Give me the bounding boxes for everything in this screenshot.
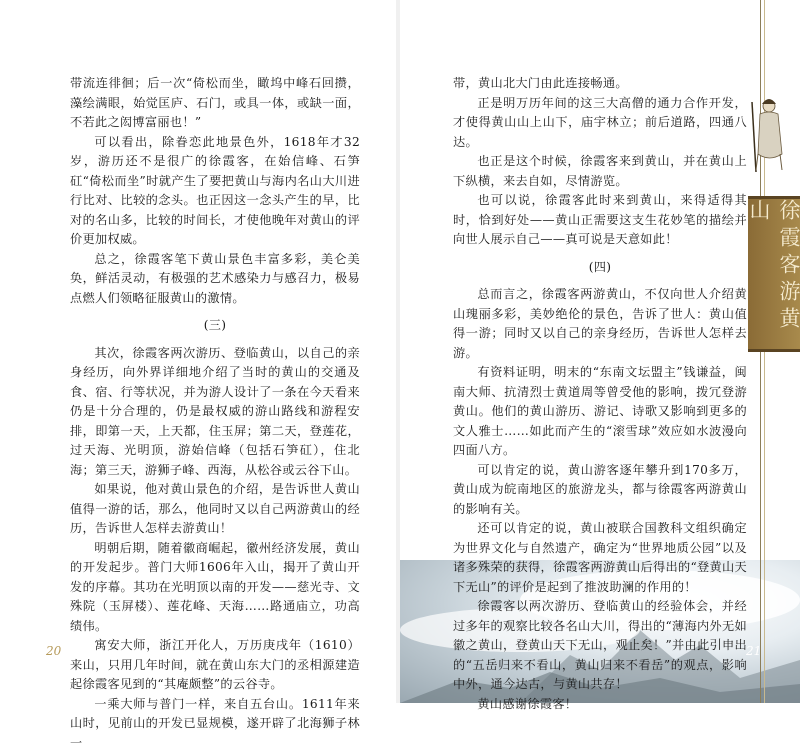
paragraph: 可以看出，除眷恋此地景色外，1618年才32岁，游历还不是很广的徐霞客，在始信峰、石笋矼“倚松而坐”时就产生了要把黄山与海内名山大川进行比对、比较的念头。也正因这一念头产生的早，比对的名山多，比较的时间长，才使他晚年对黄山的评价更加权威。 xyxy=(70,133,360,250)
page-number: 20 xyxy=(46,644,61,658)
paragraph: 黄山感谢徐霞客！ xyxy=(453,695,747,715)
traveler-figure-icon xyxy=(742,92,792,174)
right-page xyxy=(400,0,800,703)
paragraph: 正是明万历年间的这三大高僧的通力合作开发，才使得黄山山上山下，庙宇林立；前后道路，四通八达。 xyxy=(453,94,747,153)
paragraph: 寓安大师，浙江开化人，万历庚戌年（1610）来山，只用几年时间，就在黄山东大门的丞相源建造起徐霞客见到的“其庵颇整”的云谷寺。 xyxy=(70,636,360,695)
page-number: 21 xyxy=(746,644,761,658)
left-text-column xyxy=(70,74,360,753)
paragraph: 带流连徘徊；后一次“倚松而坐，瞰坞中峰石回攒，藻绘满眼，始觉匡庐、石门，或具一体，或缺一面，不若此之闳博富丽也！” xyxy=(70,74,360,133)
vertical-book-title: 徐霞客游黄山 xyxy=(744,199,804,349)
paragraph: 有资料证明，明末的“东南文坛盟主”钱谦益，闽南大师、抗清烈士黄道周等曾受他的影响，拨冗登游黄山。他们的黄山游历、游记、诗歌又影响到更多的文人雅士……如此而产生的“滚雪球”效应如水波漫向四面八方。 xyxy=(453,363,747,461)
title-band xyxy=(748,196,800,352)
paragraph: 总之，徐霞客笔下黄山景色丰富多彩，美仑美奂，鲜活灵动，有极强的艺术感染力与感召力，极易点燃人们领略征服黄山的激情。 xyxy=(70,250,360,309)
paragraph: 如果说，他对黄山景色的介绍，是告诉世人黄山值得一游的话，那么，他同时又以自己两游黄山的经历，告诉世人怎样去游黄山！ xyxy=(70,480,360,539)
section-heading: (三) xyxy=(70,316,360,336)
paragraph: 明朝后期，随着徽商崛起，徽州经济发展，黄山的开发起步。普门大师1606年入山，揭开了黄山开发的序幕。其功在光明顶以南的开发——慈光寺、文殊院（玉屏楼）、莲花峰、天海……路通庙立，功高绩伟。 xyxy=(70,539,360,637)
section-heading: (四) xyxy=(453,258,747,278)
paragraph: 带，黄山北大门由此连接畅通。 xyxy=(453,74,747,94)
paragraph: 总而言之，徐霞客两游黄山，不仅向世人介绍黄山瑰丽多彩，美妙绝伦的景色，告诉了世人：黄山值得一游；同时又以自己的亲身经历，告诉世人怎样去游。 xyxy=(453,285,747,363)
paragraph: 还可以肯定的说，黄山被联合国教科文组织确定为世界文化与自然遗产，确定为“世界地质公园”以及诸多殊荣的获得，徐霞客两游黄山后得出的“登黄山天下无山”的评价是起到了推波助澜的作用的！ xyxy=(453,519,747,597)
paragraph: 也正是这个时候，徐霞客来到黄山，并在黄山上下纵横，来去自如，尽情游览。 xyxy=(453,152,747,191)
paragraph: 也可以说，徐霞客此时来到黄山，来得适得其时，恰到好处——黄山正需要这支生花妙笔的描绘并向世人展示自己——真可说是天意如此！ xyxy=(453,191,747,250)
paragraph: 其次，徐霞客两次游历、登临黄山，以自己的亲身经历，向外界详细地介绍了当时的黄山的交通及食、宿、行等状况，并为游人设计了一条在今天看来仍是十分合理的，仍是最权威的游山路线和游程安排，即第一天，上天都，住玉屏；第二天，登莲花，过天海、光明顶，游始信峰（包括石笋矼），住北海；第三天，游狮子峰、西海，从松谷或云谷下山。 xyxy=(70,344,360,481)
right-text-column xyxy=(453,74,747,714)
paragraph: 一乘大师与普门一样，来自五台山。1611年来山时，见前山的开发已显规模，遂开辟了北海狮子林一 xyxy=(70,695,360,753)
paragraph: 徐霞客以两次游历、登临黄山的经验体会，并经过多年的观察比较各名山大川，得出的“薄海内外无如徽之黄山，登黄山天下无山，观止矣！”并由此引申出的“五岳归来不看山，黄山归来不看岳”的观点，影响中外，通今达古，与黄山共存！ xyxy=(453,597,747,695)
paragraph: 可以肯定的说，黄山游客逐年攀升到170多万，黄山成为皖南地区的旅游龙头，都与徐霞客两游黄山的影响有关。 xyxy=(453,461,747,520)
left-page xyxy=(0,0,396,703)
